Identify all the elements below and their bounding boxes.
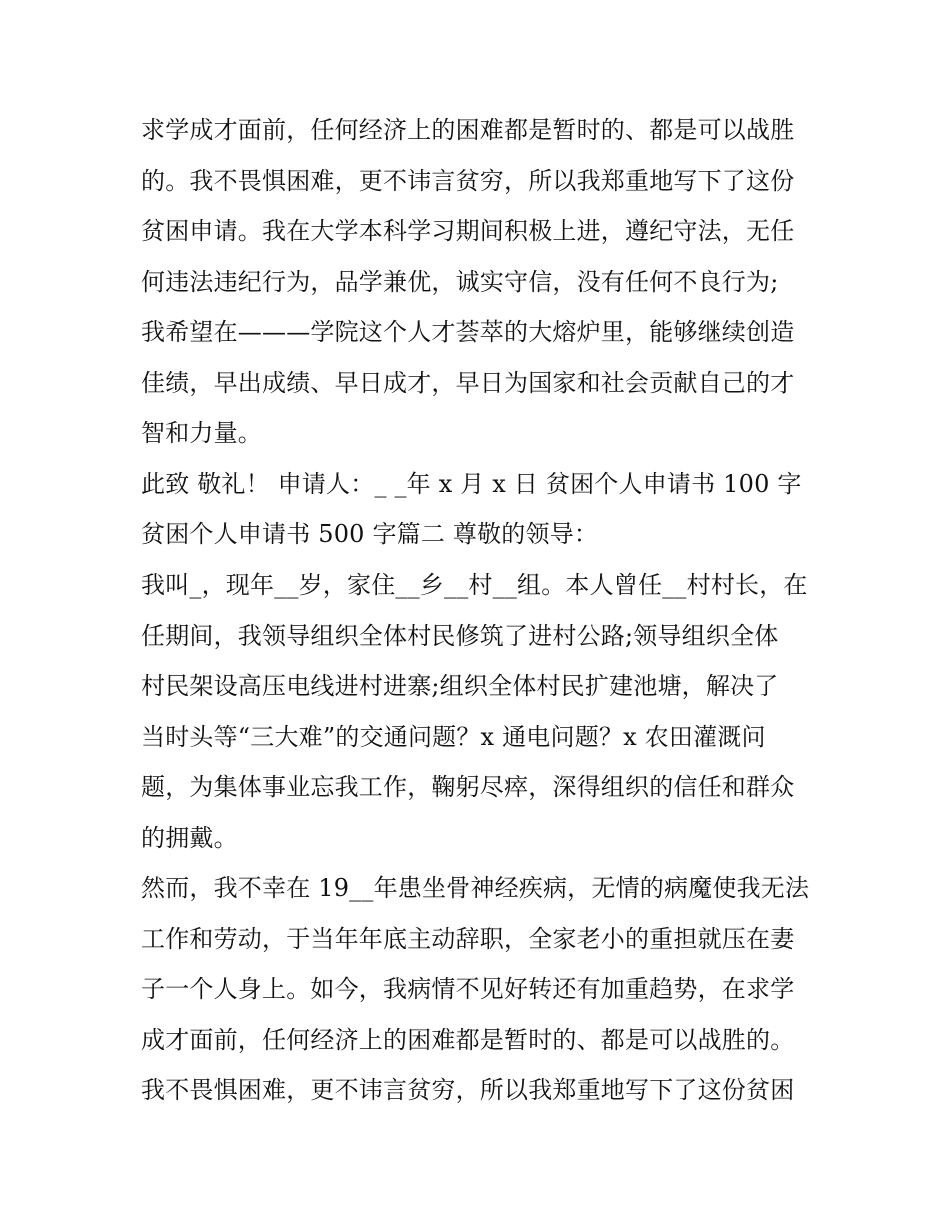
text-line: 我不畏惧困难，更不讳言贫穷，所以我郑重地写下了这份贫困 [141,1076,795,1104]
text-line: 的拥戴。 [141,824,238,852]
text-line: 此致 敬礼！ 申请人：_ _年 x 月 x 日 贫困个人申请书 100 字 [141,470,802,498]
text-line: 村民架设高压电线进村进寨;组织全体村民扩建池塘，解决了 [141,672,779,700]
text-line: 工作和劳动，于当年年底主动辞职，全家老小的重担就压在妻 [141,925,795,953]
text-line: 何违法违纪行为，品学兼优，诚实守信，没有任何不良行为; [141,268,779,296]
text-line: 贫困个人申请书 500 字篇二 尊敬的领导： [141,520,599,548]
text-line: 求学成才面前，任何经济上的困难都是暂时的、都是可以战胜 [141,116,795,144]
text-line: 佳绩，早出成绩、早日成才，早日为国家和社会贡献自己的才 [141,369,795,397]
text-line: 的。我不畏惧困难，更不讳言贫穷，所以我郑重地写下了这份 [141,167,795,195]
text-line: 题，为集体事业忘我工作，鞠躬尽瘁，深得组织的信任和群众 [141,773,795,801]
text-line: 当时头等“三大难”的交通问题？x 通电问题？x 农田灌溉问 [141,723,766,751]
text-line: 成才面前，任何经济上的困难都是暂时的、都是可以战胜的。 [141,1026,795,1054]
text-line: 智和力量。 [141,419,262,447]
text-line: 任期间，我领导组织全体村民修筑了进村公路;领导组织全体 [141,622,779,650]
text-line: 我希望在———学院这个人才荟萃的大熔炉里，能够继续创造 [141,318,795,346]
text-line: 子一个人身上。如今，我病情不见好转还有加重趋势，在求学 [141,975,795,1003]
text-line: 我叫_，现年__岁，家住__乡__村__组。本人曾任__村村长，在 [141,571,808,599]
text-line: 贫困申请。我在大学本科学习期间积极上进，遵纪守法，无任 [141,217,795,245]
text-line: 然而，我不幸在 19__年患坐骨神经疾病，无情的病魔使我无法 [141,874,810,902]
